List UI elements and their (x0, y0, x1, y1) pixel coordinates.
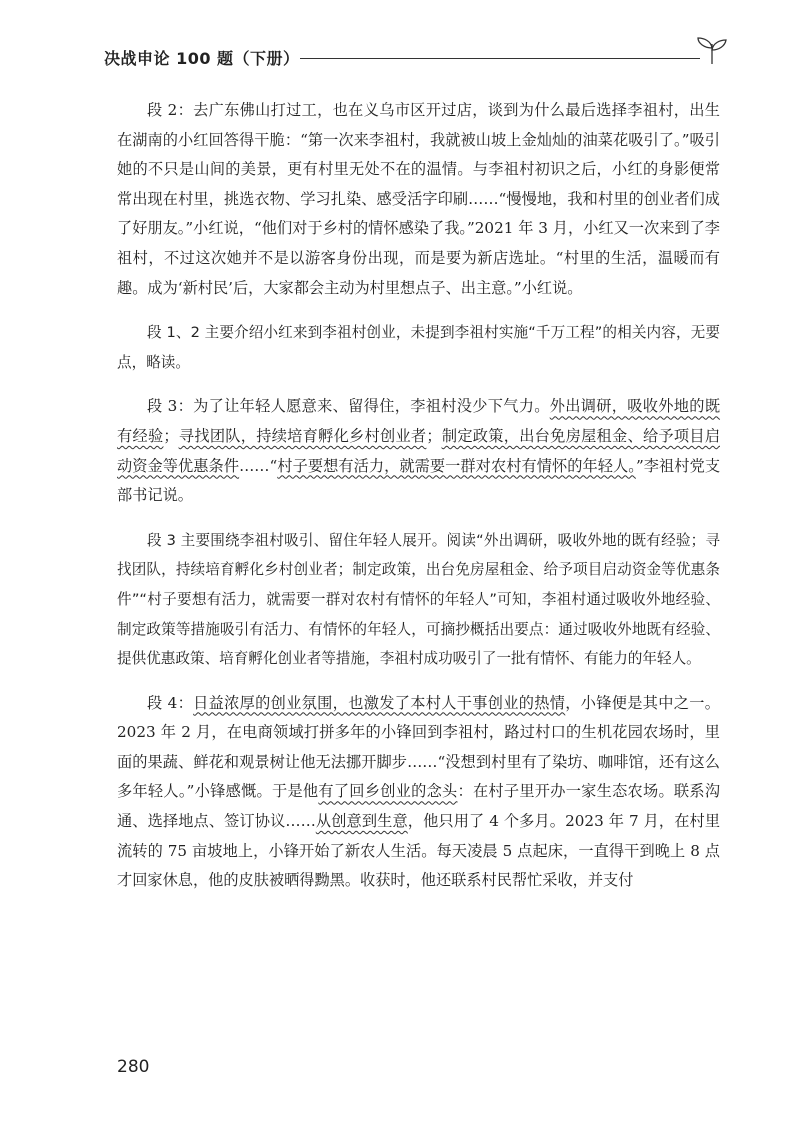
key-point-underline: 日益浓厚的创业氛围，也激发了本村人干事创业的热情 (193, 693, 566, 712)
header-rule (300, 58, 700, 59)
key-point-underline: 从创意到生意 (315, 812, 408, 831)
text-run: ，小锋便是其中之一。2023 年 2 月，在电商领域打拼多年的小锋回到李祖村，路过村口的生机花园农场时，里面的果蔬、鲜花和观景树让他无法挪开脚步……“没想到村里有了染坊、咖啡馆，还有这么多年轻人。”小锋感慨。于是他 (117, 693, 720, 801)
material-paragraph-2: 段 2：去广东佛山打过工，也在义乌市区开过店，谈到为什么最后选择李祖村，出生在湖南的小红回答得干脆：“第一次来李祖村，我就被山坡上金灿灿的油菜花吸引了。”吸引她的不只是山间的美景，更有村里无处不在的温情。与李祖村初识之后，小红的身影便常常出现在村里，挑选衣物、学习扎染、感受活字印刷……“慢慢地，我和村里的创业者们成了好朋友。”小红说，“他们对于乡村的情怀感染了我。”2021 年 3 月，小红又一次来到了李祖村，不过这次她并不是以游客身份出现，而是要为新店选址。“村里的生活，温暖而有趣。成为‘新村民’后，大家都会主动为村里想点子、出主意。”小红说。 (117, 101, 720, 297)
key-point-underline: 村子要想有活力，就需要一群对农村有情怀的年轻人。 (277, 456, 636, 475)
running-header (104, 44, 720, 74)
text-run: ； (163, 426, 179, 445)
material-paragraph-3 (117, 392, 720, 510)
text-run: ：在村子里开办一家生态农场。联系沟通、选择地点、签订协议…… (117, 782, 721, 831)
analysis-paragraph-1: 段 1、2 主要介绍小红来到李祖村创业，未提到李祖村实施“千万工程”的相关内容，无要点，略读。 (117, 324, 720, 371)
text-run: ，他只用了 4 个多月。2023 年 7 月，在村里流转的 75 亩坡地上，小锋开始了新农人生活。每天凌晨 5 点起床，一直得干到晚上 8 点才回家休息，他的皮肤被晒得黝黑。收获时，他还联系村民帮忙采收，并支付 (117, 812, 721, 890)
text-run: 段 4： (147, 693, 194, 712)
key-point-underline: 寻找团队，持续培育孵化乡村创业者 (178, 426, 427, 445)
material-paragraph-4 (117, 689, 720, 896)
key-point-underline: 制定政策，出台免房屋租金、给予项目启动资金等优惠条件 (117, 426, 720, 475)
text-run: ； (426, 426, 442, 445)
page-number: 280 (117, 1057, 150, 1077)
sprout-leaf-icon (694, 36, 730, 66)
key-point-underline: 有了回乡创业的念头 (318, 782, 458, 801)
text-run: ……“ (239, 456, 278, 475)
book-title: 决战申论 100 题（下册） (104, 49, 300, 68)
page-body (117, 96, 720, 896)
key-point-underline: 外出调研，吸收外地的既有经验 (117, 397, 721, 445)
text-run: ”李祖村党支部书记说。 (117, 456, 721, 505)
analysis-paragraph-2: 段 3 主要围绕李祖村吸引、留住年轻人展开。阅读“外出调研，吸收外地的既有经验；寻找团队，持续培育孵化乡村创业者；制定政策，出台免房屋租金、给予项目启动资金等优惠条件”“村子要想有活力，就需要一群对农村有情怀的年轻人”可知，李祖村通过吸收外地经验、制定政策等措施吸引有活力、有情怀的年轻人，可摘抄概括出要点：通过吸收外地既有经验、提供优惠政策、培育孵化创业者等措施，李祖村成功吸引了一批有情怀、有能力的年轻人。 (117, 531, 720, 668)
text-run: 段 3：为了让年轻人愿意来、留得住，李祖村没少下气力。 (147, 397, 550, 416)
